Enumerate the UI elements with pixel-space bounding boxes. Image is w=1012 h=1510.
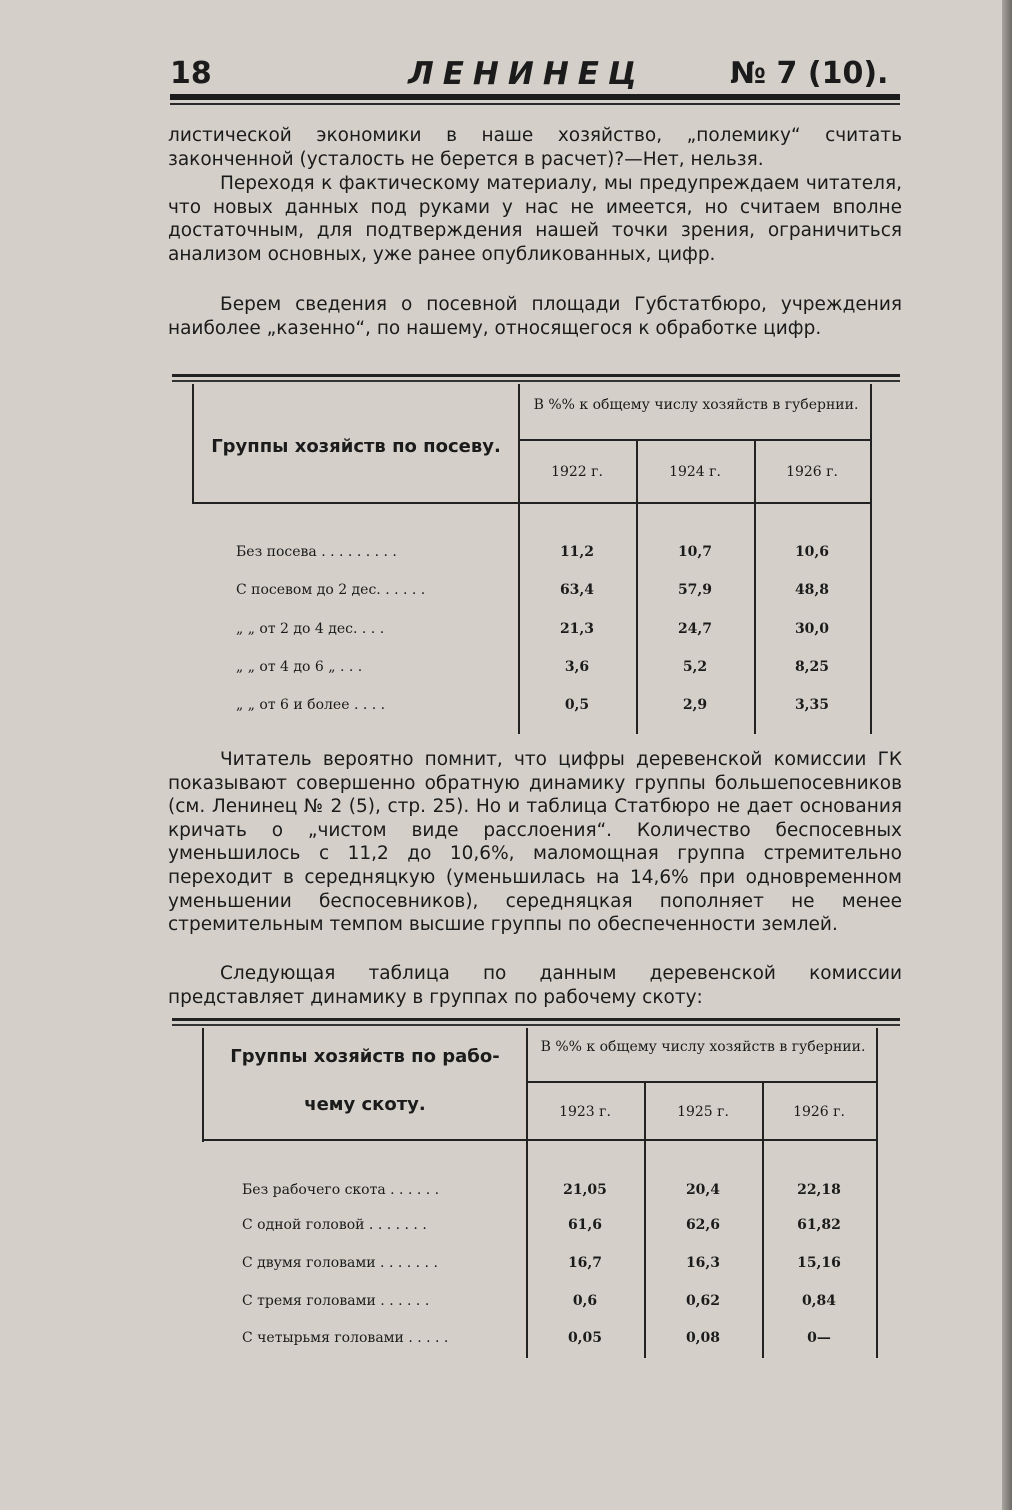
table2-year-2: 1925 г. xyxy=(677,1104,729,1120)
table-cell: 0,05 xyxy=(567,1330,603,1346)
table-cell: 61,6 xyxy=(567,1217,603,1233)
table-cell: 15,16 xyxy=(797,1255,841,1271)
table-cell: 0,84 xyxy=(801,1293,837,1309)
table-row-label: С посевом до 2 дес. . . . . . xyxy=(236,582,426,598)
table1-year-3: 1926 г. xyxy=(786,464,838,480)
table-cell: 21,05 xyxy=(563,1182,607,1198)
draft-cattle-groups-table xyxy=(172,1018,900,1358)
table-cell: 10,6 xyxy=(794,544,830,560)
table-row-label: Без рабочего скота . . . . . . xyxy=(242,1182,440,1198)
table-cell: 20,4 xyxy=(685,1182,721,1198)
table2-year-1: 1923 г. xyxy=(559,1104,611,1120)
paragraph-1: листической экономики в наше хозяйство, „полемику“ считать законченной (усталость не берется в расчет)?—Нет, нельзя. xyxy=(168,125,902,170)
table-cell: 30,0 xyxy=(794,621,830,637)
table-cell: 0,08 xyxy=(685,1330,721,1346)
table1-group-header: Группы хозяйств по посеву. xyxy=(211,436,501,457)
table-cell: 57,9 xyxy=(677,582,713,598)
sowing-groups-table xyxy=(172,374,900,734)
table-cell: 11,2 xyxy=(559,544,595,560)
table-row-label: „ „ от 6 и более . . . . xyxy=(236,697,386,713)
table-cell: 5,2 xyxy=(682,659,708,675)
table-row-label: С одной головой . . . . . . . xyxy=(242,1217,427,1233)
table1-year-1: 1922 г. xyxy=(551,464,603,480)
table2-span-header: В %% к общему числу хозяйств в губернии. xyxy=(540,1039,866,1055)
table-cell: 24,7 xyxy=(677,621,713,637)
issue-number: № 7 (10). xyxy=(730,56,889,91)
table-row-label: „ „ от 4 до 6 „ . . . xyxy=(236,659,363,675)
table-cell: 21,3 xyxy=(559,621,595,637)
paragraph-5: Следующая таблица по данным деревенской комиссии представляет динамику в группах по рабочему скоту: xyxy=(168,963,902,1008)
book-spine-shadow xyxy=(1002,0,1012,1510)
table-cell: 3,6 xyxy=(564,659,590,675)
table2-group-header-line1: Группы хозяйств по рабо- xyxy=(230,1046,500,1067)
table2-year-3: 1926 г. xyxy=(793,1104,845,1120)
paragraph-2: Переходя к фактическому материалу, мы предупреждаем читателя, что новых данных под руками у нас не имеется, но считаем вполне достаточным, для подтверждения нашей точки зрения, ограничиться анализом основных, уже ранее опубликованных, цифр. xyxy=(168,173,902,265)
table-cell: 61,82 xyxy=(797,1217,841,1233)
table-row-label: Без посева . . . . . . . . . xyxy=(236,544,397,560)
table1-year-2: 1924 г. xyxy=(669,464,721,480)
table-cell: 62,6 xyxy=(685,1217,721,1233)
table1-span-header: В %% к общему числу хозяйств в губернии. xyxy=(533,397,859,413)
table-cell: 63,4 xyxy=(559,582,595,598)
table-cell: 8,25 xyxy=(794,659,830,675)
table-row-label: С четырьмя головами . . . . . xyxy=(242,1330,449,1346)
table-cell: 0,6 xyxy=(572,1293,598,1309)
paragraph-4: Читатель вероятно помнит, что цифры деревенской комиссии ГК показывают совершенно обратную динамику группы большепосевников (см. Ленинец № 2 (5), стр. 25). Но и таблица Статбюро не дает основания кричать о „чистом виде расслоения“. Количество беспосевных уменьшилось с 11,2 до 10,6%, маломощная группа стремительно переходит в середняцкую (уменьшилась на 14,6% при одновременном уменьшении беспосевников), середняцкая пополняет не менее стремительным темпом высшие группы по обеспеченности землей. xyxy=(168,749,902,936)
table-cell: 0,5 xyxy=(564,697,590,713)
table-cell: 3,35 xyxy=(794,697,830,713)
table-row-label: С тремя головами . . . . . . xyxy=(242,1293,430,1309)
table-row-label: С двумя головами . . . . . . . xyxy=(242,1255,438,1271)
table-cell: 10,7 xyxy=(677,544,713,560)
table-cell: 2,9 xyxy=(682,697,708,713)
page-number: 18 xyxy=(170,56,212,91)
page-header xyxy=(170,52,900,100)
header-rule-thin xyxy=(170,103,900,105)
table-cell: 0,62 xyxy=(685,1293,721,1309)
journal-title: ЛЕНИНЕЦ xyxy=(408,56,646,92)
paragraph-3: Берем сведения о посевной площади Губстатбюро, учреждения наиболее „казенно“, по нашему, относящегося к обработке цифр. xyxy=(168,294,902,339)
table-cell: 22,18 xyxy=(797,1182,841,1198)
table2-group-header-line2: чему скоту. xyxy=(304,1094,426,1115)
table-cell: 48,8 xyxy=(794,582,830,598)
header-rule-thick xyxy=(170,94,900,100)
table-row-label: „ „ от 2 до 4 дес. . . . xyxy=(236,621,385,637)
table-cell: 0— xyxy=(807,1330,831,1346)
table-cell: 16,3 xyxy=(685,1255,721,1271)
table-cell: 16,7 xyxy=(567,1255,603,1271)
